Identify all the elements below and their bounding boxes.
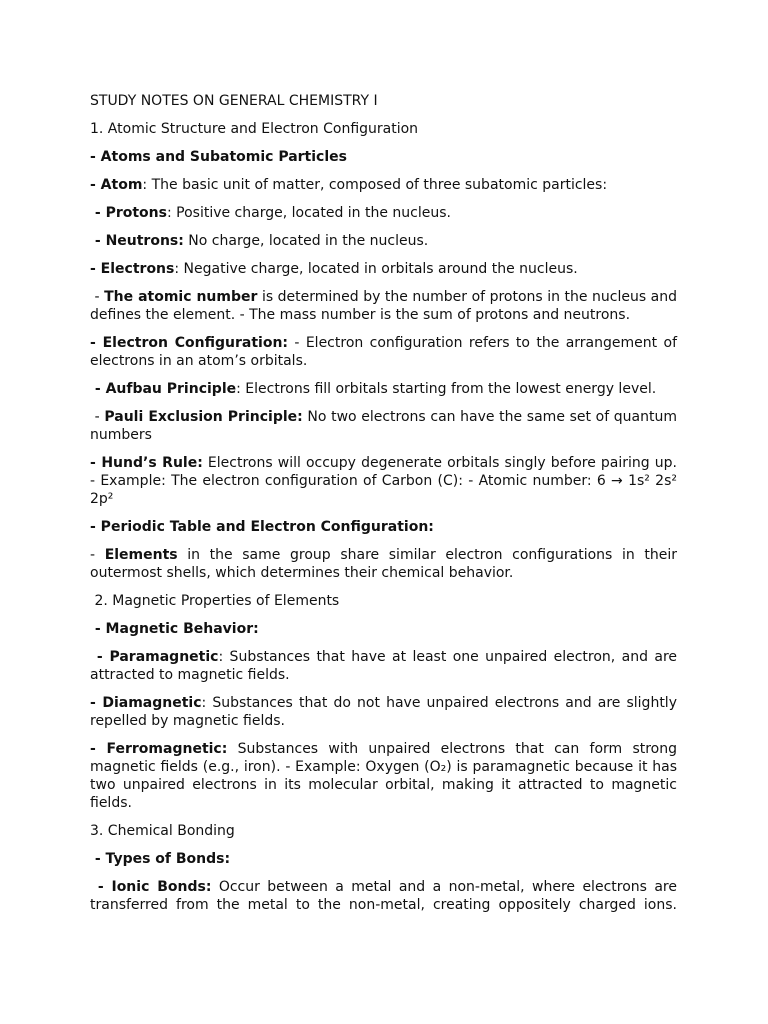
paramagnetic-text: : Substances that have at least one unpaired electron, and are attracted to magnetic fields. [90, 649, 678, 683]
protons-text: : Positive charge, located in the nucleus. [166, 205, 451, 221]
atomic-number-paragraph [90, 288, 677, 324]
aufbau-paragraph [90, 380, 677, 398]
hund-text: Electrons will occupy degenerate orbitals singly before pairing up. - Example: The electron configuration of Carbon (C): - Atomic number: 6 → 1s² 2s² 2p² [90, 455, 677, 507]
pauli-text: No two electrons can have the same set of quantum numbers [90, 409, 677, 443]
elements-text: in the same group share similar electron configurations in their outermost shells, which determines their chemical behavior. [90, 547, 677, 581]
paramagnetic-paragraph [90, 648, 677, 684]
atom-label: - Atom [90, 177, 143, 193]
magnetic-behavior-subheading [90, 620, 677, 638]
periodic-table-subheading [90, 518, 677, 536]
diamagnetic-text: : Substances that do not have unpaired electrons and are slightly repelled by magnetic fields. [90, 695, 677, 729]
atom-definition [90, 176, 677, 194]
electron-configuration-paragraph [90, 334, 677, 370]
protons-prefix: - [90, 205, 106, 221]
document-title [90, 92, 677, 110]
atoms-subheading [90, 148, 677, 166]
types-of-bonds-subheading-text: - Types of Bonds: [90, 851, 231, 867]
hund-paragraph [90, 454, 677, 508]
section2-heading-text: 2. Magnetic Properties of Elements [90, 593, 340, 609]
paramagnetic-label: Paramagnetic [109, 649, 219, 665]
section1-heading-text: 1. Atomic Structure and Electron Configuration [90, 121, 419, 137]
protons-definition [90, 204, 677, 222]
ionic-bonds-text: Occur between a metal and a non-metal, where electrons are transferred from the metal to the non-metal, creating oppositely charged ions. [90, 879, 677, 913]
electron-configuration-label: - Electron Configuration: [90, 335, 289, 351]
elements-paragraph [90, 546, 677, 582]
magnetic-behavior-subheading-text: - Magnetic Behavior: [90, 621, 259, 637]
pauli-label: Pauli Exclusion Principle: [104, 409, 303, 425]
electron-configuration-text: - Electron configuration refers to the arrangement of electrons in an atom’s orbitals. [90, 335, 677, 369]
paramagnetic-prefix: - [90, 649, 110, 665]
aufbau-text: : Electrons fill orbitals starting from the lowest energy level. [236, 381, 657, 397]
elements-label: Elements [104, 547, 178, 563]
diamagnetic-paragraph [90, 694, 677, 730]
electrons-label: - Electrons [90, 261, 175, 277]
elements-prefix: - [90, 547, 105, 563]
ferromagnetic-label: - Ferromagnetic: [90, 741, 228, 757]
ionic-bonds-paragraph [90, 878, 677, 914]
neutrons-label: Neutrons: [105, 233, 184, 249]
atoms-subheading-text: - Atoms and Subatomic Particles [90, 149, 347, 165]
neutrons-definition [90, 232, 677, 250]
types-of-bonds-subheading [90, 850, 677, 868]
atomic-number-prefix: - [90, 289, 105, 305]
ferromagnetic-text: Substances with unpaired electrons that can form strong magnetic fields (e.g., iron). - Example: Oxygen (O₂) is paramagnetic because it has two unpaired electrons in its molecular orbital, making it attracted to magnetic fields. [90, 741, 678, 811]
pauli-prefix: - [90, 409, 105, 425]
atomic-number-label: The atomic number [104, 289, 258, 305]
section1-heading [90, 120, 677, 138]
protons-label: Protons [105, 205, 167, 221]
electrons-definition [90, 260, 677, 278]
neutrons-prefix: - [90, 233, 106, 249]
ionic-bonds-prefix: - [90, 879, 112, 895]
ionic-bonds-label: Ionic Bonds: [111, 879, 212, 895]
hund-label: - Hund’s Rule: [90, 455, 203, 471]
atomic-number-text: is determined by the number of protons in the nucleus and defines the element. - The mass number is the sum of protons and neutrons. [90, 289, 678, 323]
periodic-table-subheading-text: - Periodic Table and Electron Configuration: [90, 519, 434, 535]
aufbau-label: Aufbau Principle [105, 381, 237, 397]
aufbau-prefix: - [90, 381, 106, 397]
document-title-text: STUDY NOTES ON GENERAL CHEMISTRY I [90, 93, 378, 109]
section3-heading-text: 3. Chemical Bonding [90, 823, 235, 839]
electrons-text: : Negative charge, located in orbitals around the nucleus. [174, 261, 578, 277]
pauli-paragraph [90, 408, 677, 444]
section2-heading [90, 592, 677, 610]
neutrons-text: No charge, located in the nucleus. [183, 233, 429, 249]
section3-heading [90, 822, 677, 840]
atom-text: : The basic unit of matter, composed of three subatomic particles: [142, 177, 608, 193]
diamagnetic-label: - Diamagnetic [90, 695, 202, 711]
document-page [90, 92, 677, 924]
ferromagnetic-paragraph [90, 740, 677, 812]
